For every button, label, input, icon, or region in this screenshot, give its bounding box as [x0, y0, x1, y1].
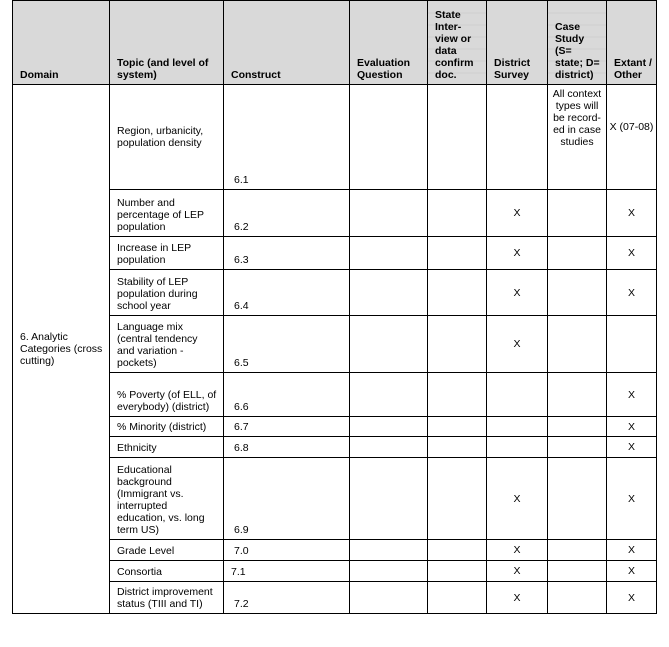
case-study-note: All context types will be record-ed in case studies	[548, 85, 607, 190]
case-study-cell	[548, 582, 607, 614]
topic-cell: Consortia	[110, 561, 224, 582]
district-survey-cell: X	[487, 540, 548, 561]
topic-cell: Region, urbanicity, population density	[110, 85, 224, 190]
topic-cell: Number and percentage of LEP population	[110, 190, 224, 237]
extant-cell: X	[607, 417, 657, 437]
case-study-cell	[548, 458, 607, 540]
construct-cell: 6.2	[224, 190, 350, 237]
district-survey-cell: X	[487, 190, 548, 237]
construct-cell: 6.1	[224, 85, 350, 190]
header-evaluation-question: Evaluation Question	[350, 1, 428, 85]
construct-cell: 6.5	[224, 316, 350, 373]
evaluation-question-cell	[350, 458, 428, 540]
topic-cell: % Poverty (of ELL, of everybody) (district)	[110, 373, 224, 417]
district-survey-cell: X	[487, 582, 548, 614]
table-row	[13, 540, 657, 561]
topic-cell: Stability of LEP population during school year	[110, 270, 224, 316]
case-study-cell	[548, 270, 607, 316]
district-survey-cell	[487, 437, 548, 458]
extant-cell: X	[607, 540, 657, 561]
header-district-survey: District Survey	[487, 1, 548, 85]
state-interview-cell	[428, 373, 487, 417]
extant-cell: X	[607, 237, 657, 270]
construct-cell: 6.9	[224, 458, 350, 540]
evaluation-question-cell	[350, 582, 428, 614]
evaluation-question-cell	[350, 417, 428, 437]
extant-cell: X	[607, 561, 657, 582]
table-row	[13, 458, 657, 540]
state-interview-cell	[428, 270, 487, 316]
construct-cell: 7.1	[224, 561, 350, 582]
table-row	[13, 237, 657, 270]
table-row	[13, 417, 657, 437]
header-row	[13, 1, 657, 85]
header-topic: Topic (and level of system)	[110, 1, 224, 85]
table-row	[13, 373, 657, 417]
table-row	[13, 582, 657, 614]
evaluation-matrix-table	[12, 0, 657, 614]
table-row	[13, 190, 657, 237]
case-study-cell	[548, 373, 607, 417]
construct-cell: 6.6	[224, 373, 350, 417]
district-survey-cell	[487, 417, 548, 437]
construct-cell: 6.4	[224, 270, 350, 316]
district-survey-cell: X	[487, 458, 548, 540]
state-interview-cell	[428, 561, 487, 582]
topic-cell: Grade Level	[110, 540, 224, 561]
topic-cell: Ethnicity	[110, 437, 224, 458]
topic-cell: District improvement status (TIII and TI)	[110, 582, 224, 614]
header-construct: Construct	[224, 1, 350, 85]
case-study-cell	[548, 417, 607, 437]
topic-cell: Educational background (Immigrant vs. interrupted education, vs. long term US)	[110, 458, 224, 540]
header-case-study: Case Study (S= state; D= district)	[548, 1, 607, 85]
table-row	[13, 561, 657, 582]
state-interview-cell	[428, 316, 487, 373]
state-interview-cell	[428, 437, 487, 458]
case-study-cell	[548, 237, 607, 270]
extant-cell: X	[607, 437, 657, 458]
district-survey-cell: X	[487, 561, 548, 582]
table-row	[13, 316, 657, 373]
extant-cell	[607, 316, 657, 373]
extant-cell: X	[607, 190, 657, 237]
case-study-cell	[548, 437, 607, 458]
extant-cell: X	[607, 582, 657, 614]
topic-cell: Increase in LEP population	[110, 237, 224, 270]
evaluation-question-cell	[350, 190, 428, 237]
construct-cell: 7.2	[224, 582, 350, 614]
extant-cell: X	[607, 373, 657, 417]
state-interview-cell	[428, 582, 487, 614]
district-survey-cell: X	[487, 316, 548, 373]
evaluation-question-cell	[350, 437, 428, 458]
evaluation-question-cell	[350, 316, 428, 373]
district-survey-cell	[487, 373, 548, 417]
evaluation-question-cell	[350, 85, 428, 190]
evaluation-question-cell	[350, 540, 428, 561]
state-interview-cell	[428, 237, 487, 270]
construct-cell: 6.7	[224, 417, 350, 437]
header-extant: Extant / Other	[607, 1, 657, 85]
evaluation-question-cell	[350, 270, 428, 316]
evaluation-question-cell	[350, 237, 428, 270]
district-survey-cell: X	[487, 270, 548, 316]
case-study-cell	[548, 190, 607, 237]
case-study-cell	[548, 540, 607, 561]
construct-cell: 7.0	[224, 540, 350, 561]
state-interview-cell	[428, 417, 487, 437]
evaluation-question-cell	[350, 561, 428, 582]
domain-cell: 6. Analytic Categories (cross cutting)	[13, 85, 110, 614]
case-study-cell	[548, 316, 607, 373]
state-interview-cell	[428, 190, 487, 237]
table-row	[13, 437, 657, 458]
extant-cell: X	[607, 458, 657, 540]
extant-cell: X	[607, 270, 657, 316]
state-interview-cell	[428, 85, 487, 190]
case-study-cell	[548, 561, 607, 582]
header-state-interview: State Inter-view or data confirm doc.	[428, 1, 487, 85]
table-row	[13, 85, 657, 190]
topic-cell: % Minority (district)	[110, 417, 224, 437]
table-row	[13, 270, 657, 316]
construct-cell: 6.8	[224, 437, 350, 458]
construct-cell: 6.3	[224, 237, 350, 270]
district-survey-cell: X	[487, 237, 548, 270]
state-interview-cell	[428, 458, 487, 540]
extant-cell: X (07-08)	[607, 85, 657, 190]
evaluation-question-cell	[350, 373, 428, 417]
state-interview-cell	[428, 540, 487, 561]
header-domain: Domain	[13, 1, 110, 85]
district-survey-cell	[487, 85, 548, 190]
topic-cell: Language mix (central tendency and variation - pockets)	[110, 316, 224, 373]
